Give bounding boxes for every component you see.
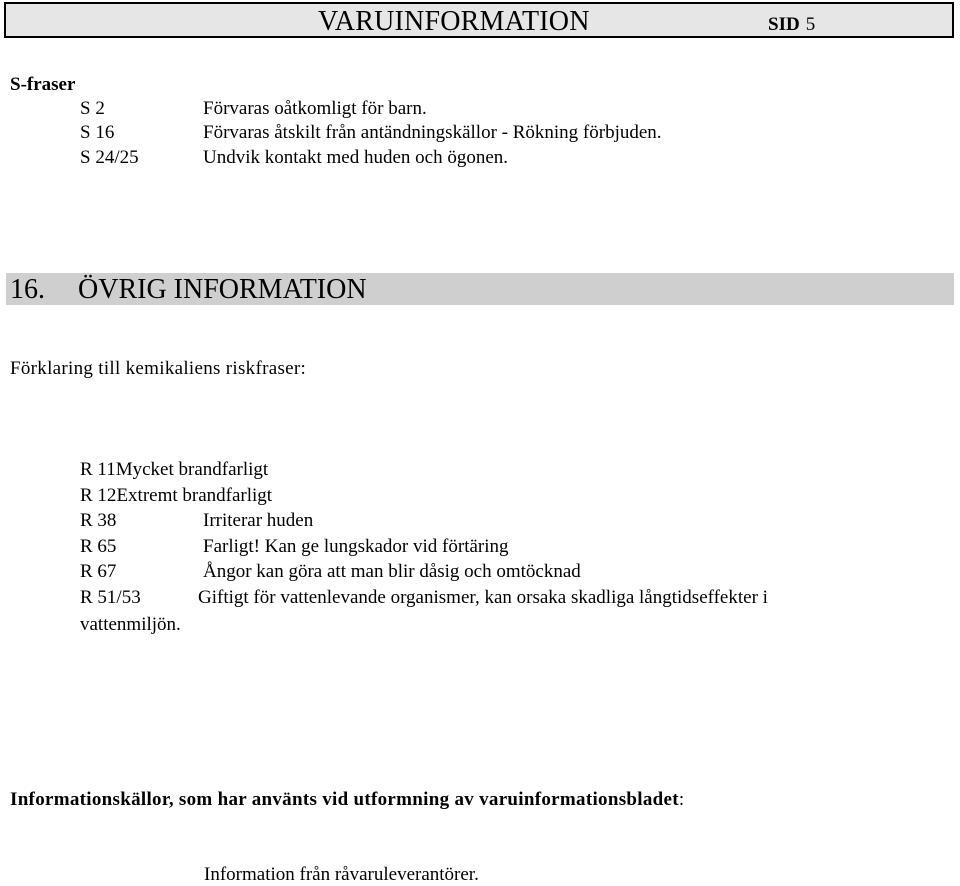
document-title: VARUINFORMATION xyxy=(318,6,590,37)
r-phrase-continuation: vattenmiljön. xyxy=(80,614,181,635)
r-phrase-code: R 67 xyxy=(80,561,117,582)
s-phrase-row xyxy=(80,147,508,171)
r-phrase-row xyxy=(80,587,768,611)
r-phrase-row xyxy=(80,561,581,585)
r-phrase-text: Mycket brandfarligt xyxy=(115,459,269,480)
r-phrases-explanation-heading: Förklaring till kemikaliens riskfraser: xyxy=(10,358,307,379)
sources-heading xyxy=(10,789,684,811)
r-phrase-row xyxy=(80,459,268,483)
s-phrase-code: S 2 xyxy=(80,98,105,119)
s-phrase-code: S 24/25 xyxy=(80,147,139,168)
sources-heading-colon: : xyxy=(678,789,685,810)
s-phrases-heading: S-fraser xyxy=(10,74,76,95)
sources-heading-text: Informationskällor, som har använts vid utformning av varuinformationsbladet xyxy=(10,789,679,810)
r-phrase-code: R 12 xyxy=(80,485,117,506)
s-phrase-text: Förvaras oåtkomligt för barn. xyxy=(203,98,427,119)
page-number: 5 xyxy=(805,14,816,35)
s-phrase-row xyxy=(80,122,662,146)
s-phrase-row xyxy=(80,98,427,122)
r-phrase-row xyxy=(80,536,509,560)
r-phrase-text: Extremt brandfarligt xyxy=(116,485,273,506)
r-phrase-text: Farligt! Kan ge lungskador vid förtäring xyxy=(203,536,509,557)
r-phrase-code: R 38 xyxy=(80,510,117,531)
page-indicator xyxy=(768,14,815,36)
r-phrase-text: Irriterar huden xyxy=(203,510,314,531)
r-phrase-code: R 65 xyxy=(80,536,117,557)
s-phrase-code: S 16 xyxy=(80,122,115,143)
r-phrase-text: Giftigt för vattenlevande organismer, kan orsaka skadliga långtidseffekter i xyxy=(198,587,768,608)
page-label: SID xyxy=(768,14,800,35)
section-heading xyxy=(10,274,367,306)
r-phrase-code: R 11 xyxy=(80,459,116,480)
r-phrase-code: R 51/53 xyxy=(80,587,141,608)
r-phrase-text: Ångor kan göra att man blir dåsig och omtöcknad xyxy=(203,561,581,582)
r-phrase-row xyxy=(80,485,272,509)
s-phrase-text: Undvik kontakt med huden och ögonen. xyxy=(203,147,509,168)
s-phrase-text: Förvaras åtskilt från antändningskällor - Rökning förbjuden. xyxy=(203,122,662,143)
section-number: 16. xyxy=(10,274,45,305)
document-header xyxy=(4,2,954,38)
r-phrase-row xyxy=(80,510,313,534)
section-title: ÖVRIG INFORMATION xyxy=(78,274,367,305)
source-item: Information från råvaruleverantörer. xyxy=(204,864,479,885)
